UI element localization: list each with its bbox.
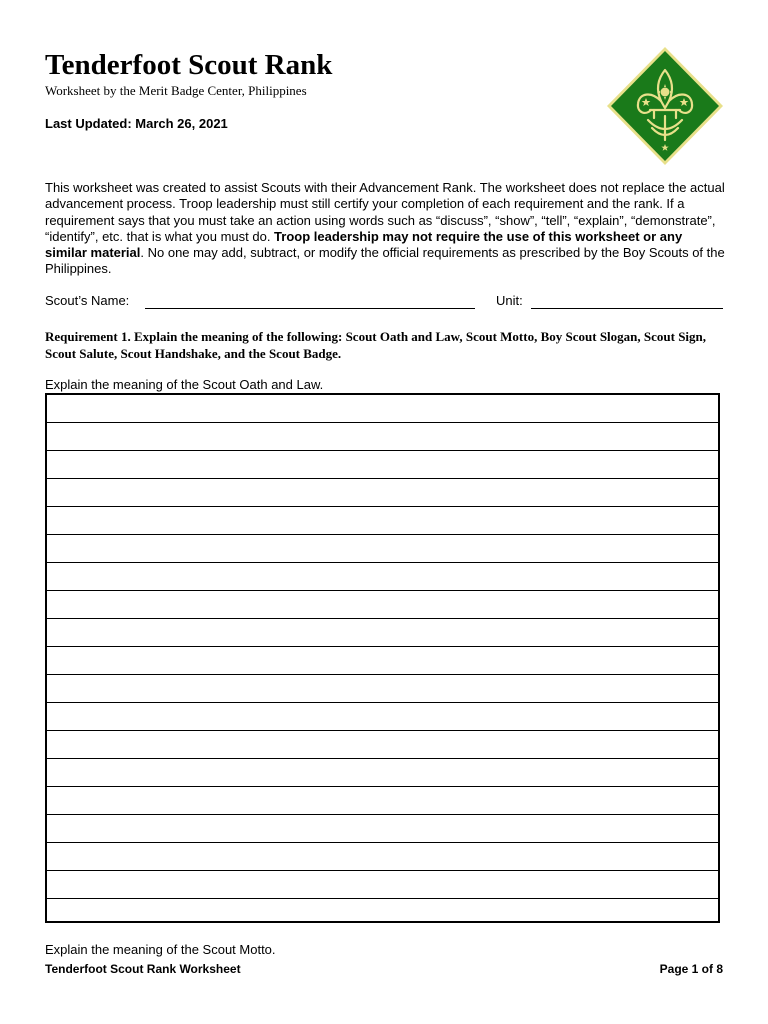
answer-line[interactable]	[47, 563, 718, 591]
answer-line[interactable]	[47, 619, 718, 647]
answer-line[interactable]	[47, 395, 718, 423]
page-subtitle: Worksheet by the Merit Badge Center, Philippines	[45, 83, 307, 98]
last-updated: Last Updated: March 26, 2021	[45, 116, 228, 131]
scout-name-field[interactable]	[145, 293, 475, 309]
answer-line[interactable]	[47, 759, 718, 787]
intro-paragraph	[45, 180, 725, 278]
answer-line[interactable]	[47, 675, 718, 703]
answer-line[interactable]	[47, 899, 718, 927]
intro-text-bold: Troop leadership may not require the use of this worksheet or any similar material	[45, 228, 683, 261]
answer-line[interactable]	[47, 591, 718, 619]
prompt-motto: Explain the meaning of the Scout Motto.	[45, 942, 276, 957]
page-title: Tenderfoot Scout Rank	[45, 49, 333, 81]
answer-line[interactable]	[47, 507, 718, 535]
prompt-oath-law: Explain the meaning of the Scout Oath and Law.	[45, 377, 324, 392]
answer-line[interactable]	[47, 451, 718, 479]
unit-label: Unit:	[496, 293, 523, 308]
answer-line[interactable]	[47, 535, 718, 563]
answer-line[interactable]	[47, 647, 718, 675]
intro-text-part2: . No one may add, subtract, or modify the official requirements as prescribed by the Boy Scouts of the Philippines.	[45, 245, 725, 277]
answer-line[interactable]	[47, 871, 718, 899]
scout-emblem-icon	[606, 46, 724, 166]
requirement-1-text: Requirement 1. Explain the meaning of the following: Scout Oath and Law, Scout Motto, Boy Scout Slogan, Scout Sign, Scout Salute, Scout Handshake, and the Scout Badge.	[45, 329, 707, 361]
answer-line[interactable]	[47, 843, 718, 871]
answer-line[interactable]	[47, 423, 718, 451]
page-number: Page 1 of 8	[659, 962, 723, 976]
scout-name-label: Scout’s Name:	[45, 293, 130, 308]
intro-text-part1: This worksheet was created to assist Scouts with their Advancement Rank. The worksheet does not replace the actual advancement process. Troop leadership must still certify your completion of each requirement and the rank. If a requirement says that you must take an action using words such as “discuss”, “show”, “tell”, “explain”, “demonstrate”, “identify”, etc. that is what you must do.	[45, 180, 725, 244]
answer-line[interactable]	[47, 479, 718, 507]
answer-line[interactable]	[47, 703, 718, 731]
unit-field[interactable]	[531, 293, 723, 309]
answer-box-oath-law[interactable]	[45, 393, 720, 923]
answer-line[interactable]	[47, 787, 718, 815]
answer-line[interactable]	[47, 731, 718, 759]
answer-line[interactable]	[47, 815, 718, 843]
footer-title: Tenderfoot Scout Rank Worksheet	[45, 962, 241, 976]
